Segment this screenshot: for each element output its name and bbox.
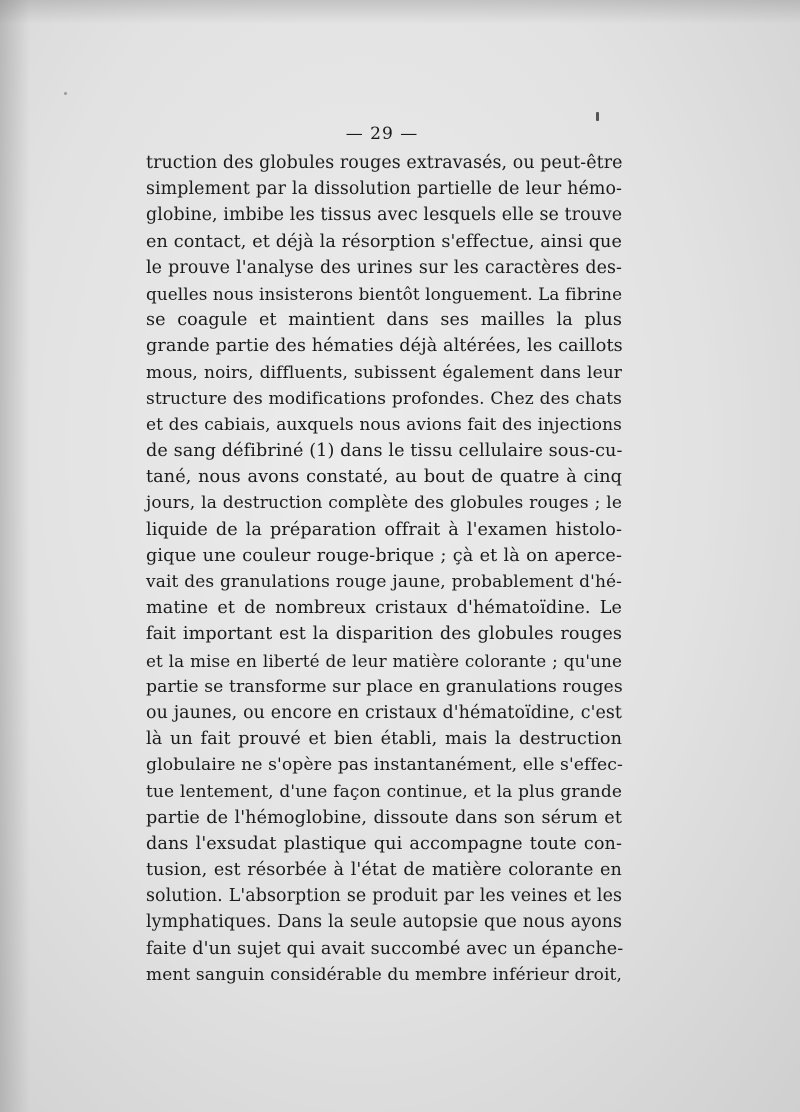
text-line: partie de l'hémoglobine, dissoute dans son sérum et <box>146 807 622 828</box>
text-line: et des cabiais, auxquels nous avions fait des injections <box>146 414 622 435</box>
text-line: ou jaunes, ou encore en cristaux d'hématoïdine, c'est <box>146 702 622 723</box>
text-line: matine et de nombreux cristaux d'hématoïdine. Le <box>146 598 622 619</box>
text-line: quelles nous insisterons bientôt longuement. La fibrine <box>146 283 623 304</box>
text-line: là un fait prouvé et bien établi, mais la destruction <box>146 729 622 750</box>
text-line: partie se transforme sur place en granulations rouges <box>146 676 623 697</box>
text-line: et la mise en liberté de leur matière colorante ; qu'une <box>146 650 622 671</box>
text-line: jours, la destruction complète des globules rouges ; le <box>146 493 622 514</box>
text-line: mous, noirs, diffluents, subissent également dans leur <box>146 362 622 383</box>
text-line: grande partie des hématies déjà altérées, les caillots <box>146 336 623 357</box>
text-line: le prouve l'analyse des urines sur les caractères des- <box>146 257 622 278</box>
ink-speck <box>596 112 599 121</box>
text-line: de sang défibriné (1) dans le tissu cellulaire sous-cu- <box>146 441 623 462</box>
text-line: tue lentement, d'une façon continue, et la plus grande <box>146 781 622 802</box>
text-line: gique une couleur rouge-brique ; çà et là on aperce- <box>146 545 622 566</box>
ink-speck <box>64 92 67 95</box>
text-line: faite d'un sujet qui avait succombé avec un épanche- <box>146 938 624 959</box>
text-line: en contact, et déjà la résorption s'effectue, ainsi que <box>146 231 622 252</box>
text-line: truction des globules rouges extravasés, ou peut-être <box>146 153 623 173</box>
text-line: ment sanguin considérable du membre inférieur droit, <box>146 964 622 985</box>
text-line: se coagule et maintient dans ses mailles la plus <box>146 310 622 331</box>
text-line: tané, nous avons constaté, au bout de quatre à cinq <box>146 467 622 488</box>
page-edge-shadow-top <box>0 0 800 24</box>
text-line: lymphatiques. Dans la seule autopsie que nous ayons <box>146 912 622 933</box>
text-line: dans l'exsudat plastique qui accompagne toute con- <box>146 833 622 854</box>
text-line: simplement par la dissolution partielle de leur hémo- <box>146 179 622 200</box>
text-line: globine, imbibe les tissus avec lesquels elle se trouve <box>146 205 623 226</box>
text-line: vait des granulations rouge jaune, probablement d'hé- <box>146 572 622 592</box>
text-line: fait important est la disparition des globules rouges <box>146 624 622 645</box>
page-edge-shadow-left <box>0 0 30 1112</box>
text-line: globulaire ne s'opère pas instantanément, elle s'effec- <box>146 755 623 776</box>
text-line: tusion, est résorbée à l'état de matière colorante en <box>146 860 622 881</box>
text-line: structure des modifications profondes. Chez des chats <box>146 388 622 409</box>
text-line: liquide de la préparation offrait à l'examen histolo- <box>146 519 622 540</box>
body-text <box>146 150 622 988</box>
page-number: — 29 — <box>345 124 419 144</box>
text-line: solution. L'absorption se produit par les veines et les <box>146 886 622 907</box>
